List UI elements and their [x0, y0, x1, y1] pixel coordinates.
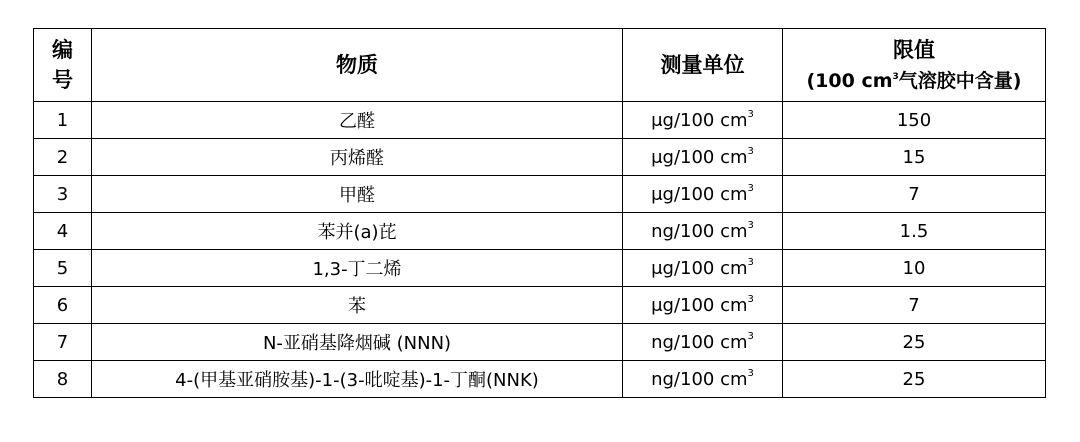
header-limit-post: 气溶胶中含量): [898, 69, 1022, 92]
cell-number: 4: [34, 213, 92, 250]
cell-number: 6: [34, 287, 92, 324]
cell-limit: 10: [783, 250, 1046, 287]
unit-text: μg/100 cm: [651, 183, 748, 205]
header-number-line1: 编: [52, 38, 73, 62]
cell-substance: 甲醛: [92, 176, 623, 213]
header-limit: [783, 29, 1046, 102]
cell-number: 8: [34, 361, 92, 398]
cell-unit: [623, 176, 783, 213]
header-row: [34, 29, 1046, 102]
cell-limit: 7: [783, 176, 1046, 213]
header-substance: 物质: [92, 29, 623, 102]
unit-text: μg/100 cm: [651, 257, 748, 279]
unit-text: μg/100 cm: [651, 294, 748, 316]
cell-limit: 7: [783, 287, 1046, 324]
unit-sup: 3: [747, 367, 754, 379]
cell-unit: [623, 361, 783, 398]
header-limit-sup: 3: [892, 71, 899, 82]
cell-substance: 1,3-丁二烯: [92, 250, 623, 287]
header-limit-line1: 限值: [893, 37, 935, 62]
unit-text: μg/100 cm: [651, 146, 748, 168]
header-number: [34, 29, 92, 102]
cell-limit: 25: [783, 361, 1046, 398]
cell-unit: [623, 287, 783, 324]
table-row: [34, 102, 1046, 139]
cell-number: 1: [34, 102, 92, 139]
cell-limit: 150: [783, 102, 1046, 139]
cell-unit: [623, 324, 783, 361]
table-row: [34, 250, 1046, 287]
table-row: [34, 139, 1046, 176]
cell-substance: 4-(甲基亚硝胺基)-1-(3-吡啶基)-1-丁酮(NNK): [92, 361, 623, 398]
cell-limit: 25: [783, 324, 1046, 361]
unit-text: ng/100 cm: [651, 368, 748, 390]
unit-sup: 3: [747, 108, 754, 120]
cell-unit: [623, 139, 783, 176]
cell-unit: [623, 102, 783, 139]
table-row: [34, 361, 1046, 398]
cell-unit: [623, 213, 783, 250]
unit-text: μg/100 cm: [651, 109, 748, 131]
cell-substance: 丙烯醛: [92, 139, 623, 176]
unit-sup: 3: [747, 145, 754, 157]
cell-limit: 1.5: [783, 213, 1046, 250]
header-limit-line2: [807, 70, 1022, 92]
unit-sup: 3: [747, 256, 754, 268]
unit-sup: 3: [747, 293, 754, 305]
table-row: [34, 324, 1046, 361]
cell-unit: [623, 250, 783, 287]
cell-substance: 乙醛: [92, 102, 623, 139]
header-unit: 测量单位: [623, 29, 783, 102]
cell-substance: 苯: [92, 287, 623, 324]
table-row: [34, 213, 1046, 250]
unit-sup: 3: [747, 330, 754, 342]
table-row: [34, 287, 1046, 324]
unit-sup: 3: [747, 182, 754, 194]
cell-substance: 苯并(a)芘: [92, 213, 623, 250]
cell-number: 2: [34, 139, 92, 176]
cell-limit: 15: [783, 139, 1046, 176]
cell-substance: N-亚硝基降烟碱 (NNN): [92, 324, 623, 361]
header-limit-pre: (100 cm: [806, 69, 893, 92]
unit-text: ng/100 cm: [651, 331, 748, 353]
cell-number: 5: [34, 250, 92, 287]
header-number-line2: 号: [52, 68, 73, 92]
table-row: [34, 176, 1046, 213]
unit-text: ng/100 cm: [651, 220, 748, 242]
limits-table: [33, 28, 1046, 398]
cell-number: 7: [34, 324, 92, 361]
cell-number: 3: [34, 176, 92, 213]
unit-sup: 3: [747, 219, 754, 231]
